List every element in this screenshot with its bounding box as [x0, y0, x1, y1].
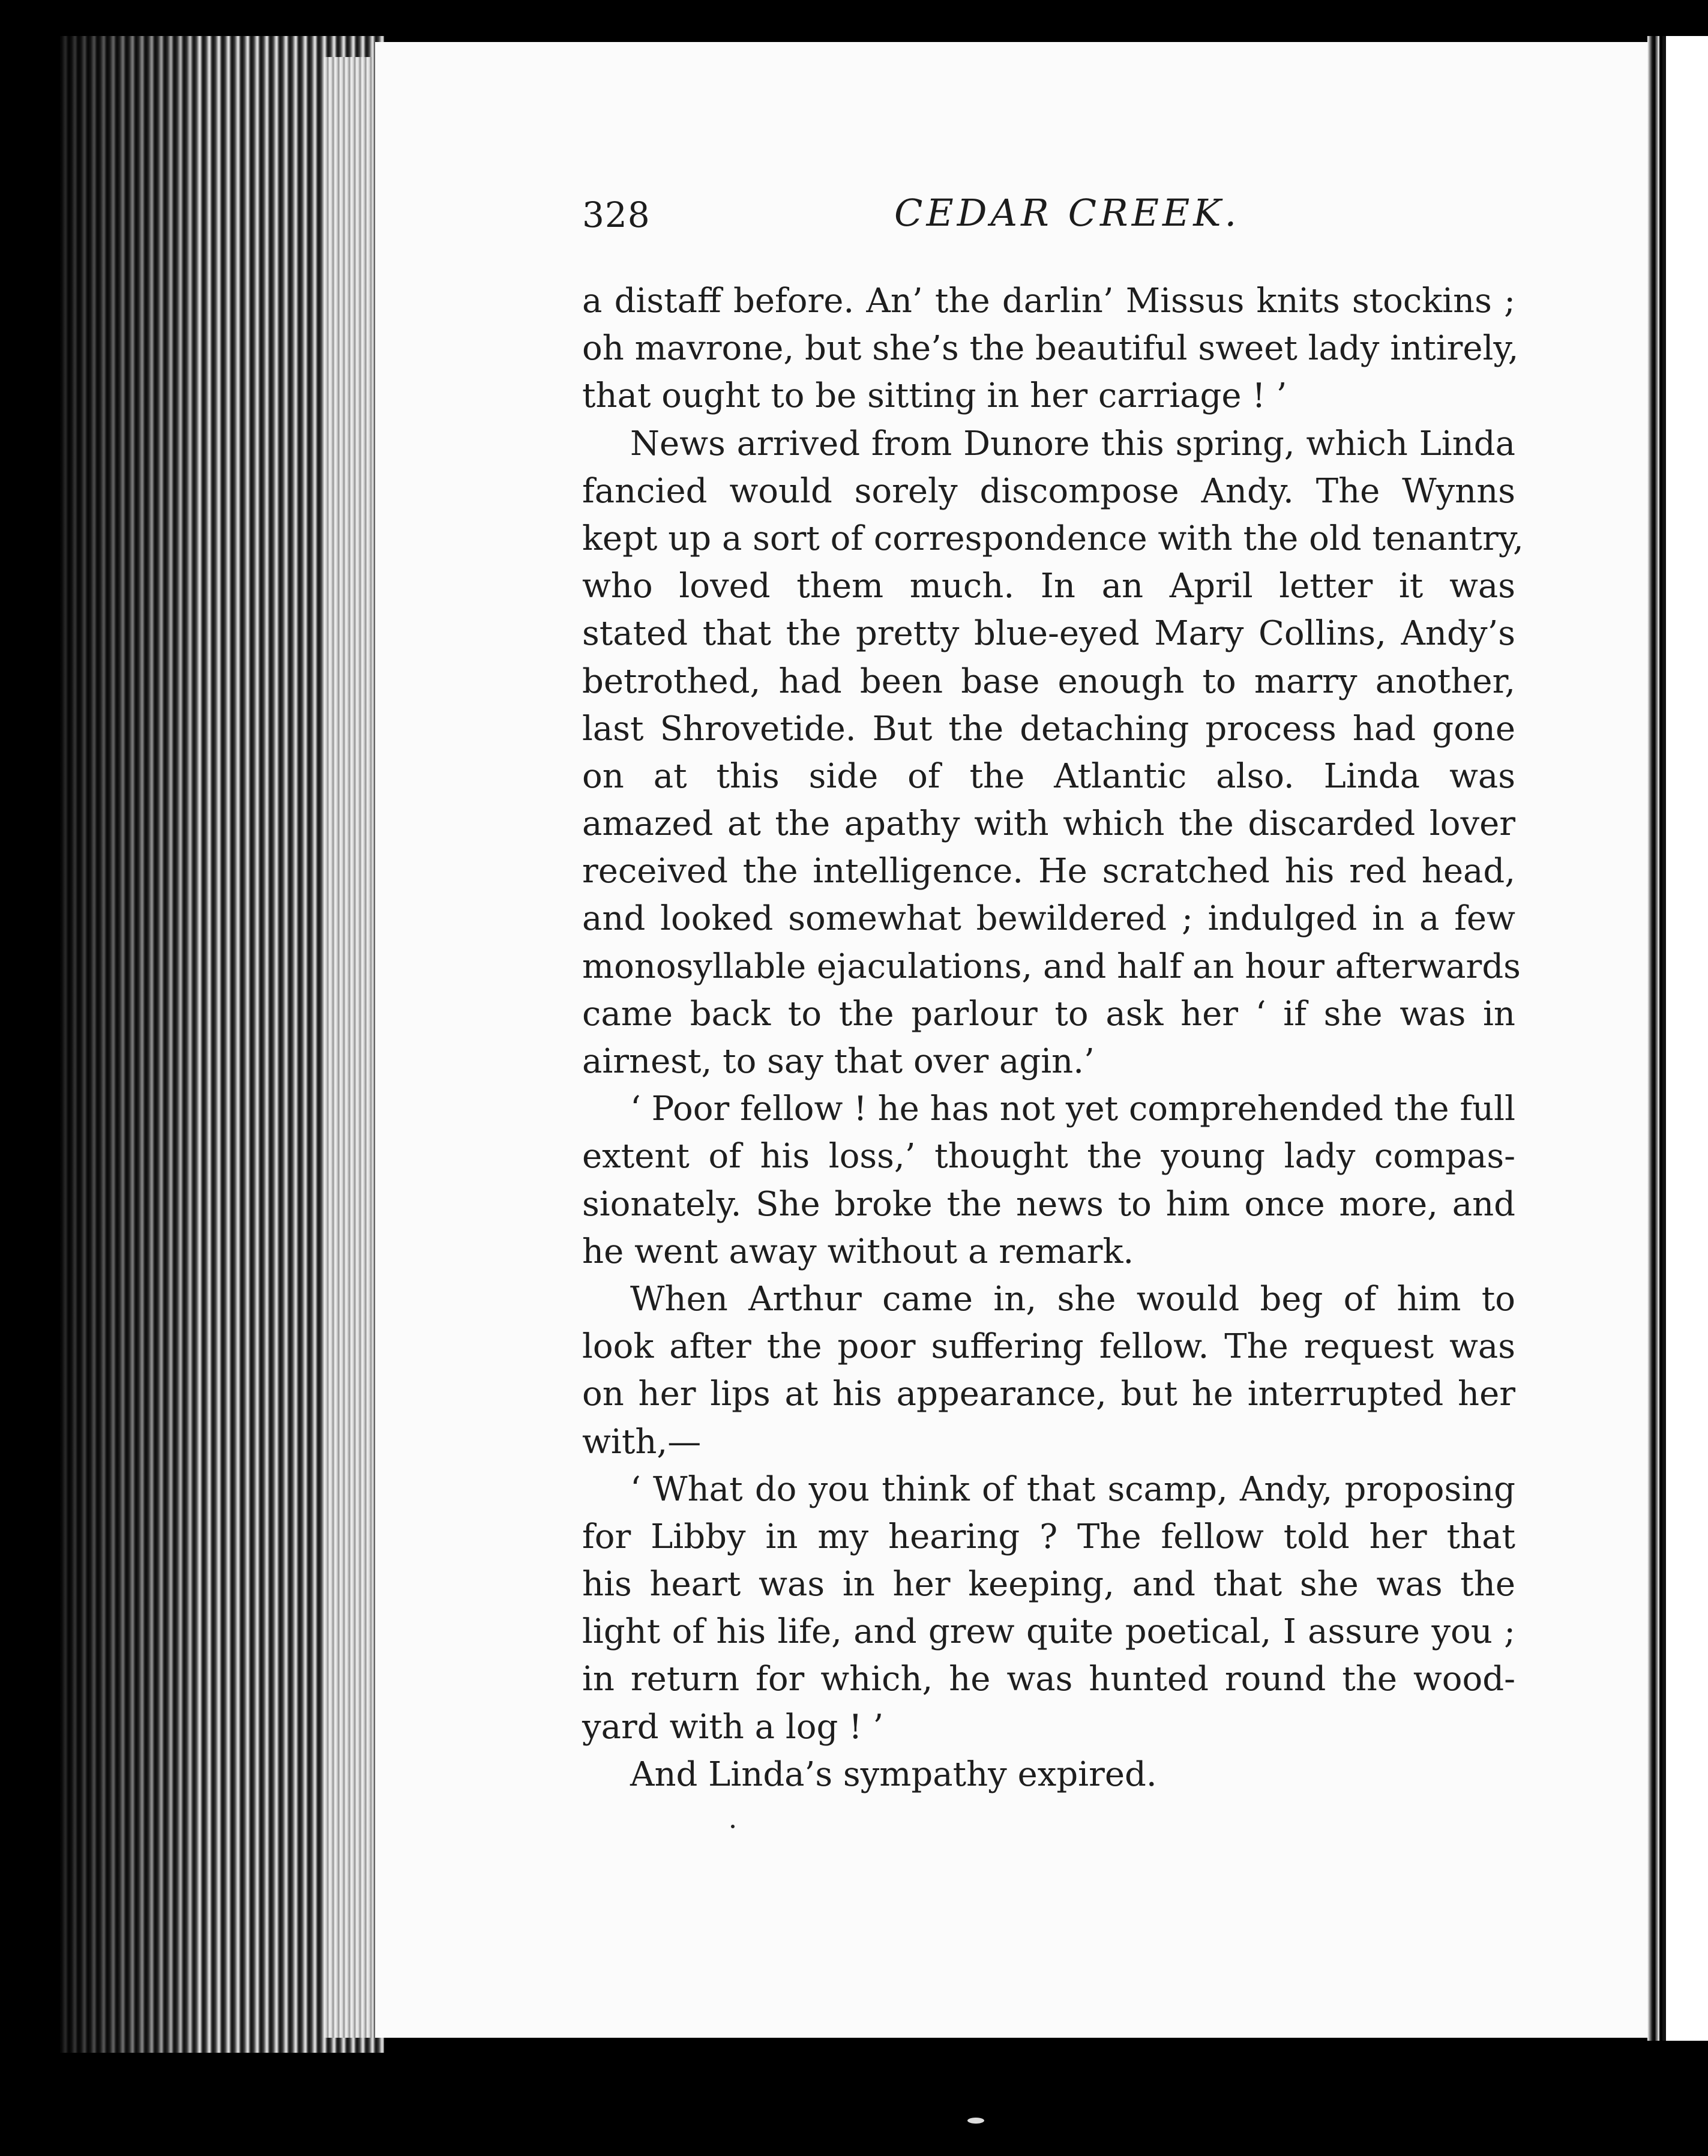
text-line: for Libby in my hearing ? The fellow told her that [582, 1517, 1515, 1556]
text-line: yard with a log ! ’ [582, 1707, 884, 1747]
page-number: 328 [582, 194, 651, 235]
text-line: came back to the parlour to ask her ‘ if she was in [582, 994, 1515, 1034]
text-line: last Shrovetide. But the detaching process had gone [582, 709, 1515, 748]
text-line: received the intelligence. He scratched his red head, [582, 852, 1515, 891]
text-line: his heart was in her keeping, and that she was the [582, 1565, 1515, 1604]
text-line: kept up a sort of correspondence with the old tenantry, [582, 519, 1524, 558]
text-line: on her lips at his appearance, but he interrupted her [582, 1375, 1515, 1414]
text-line: stated that the pretty blue-eyed Mary Collins, Andy’s [582, 614, 1515, 654]
page-edges-shadow [60, 36, 192, 2053]
gutter [1647, 36, 1659, 2041]
text-line: monosyllable ejaculations, and half an hour afterwards [582, 947, 1521, 986]
text-line: sionately. She broke the news to him once more, and [582, 1184, 1515, 1224]
text-line: ‘ What do you think of that scamp, Andy, proposing [630, 1469, 1515, 1509]
page-header [582, 191, 1512, 245]
text-line: that ought to be sitting in her carriage ! ’ [582, 376, 1287, 416]
ink-speck [731, 1825, 735, 1828]
text-line: oh mavrone, but she’s the beautiful sweet lady intirely, [582, 329, 1519, 369]
text-line: a distaff before. An’ the darlin’ Missus knits stockins ; [582, 282, 1515, 321]
running-head: CEDAR CREEK. [894, 191, 1240, 235]
text-line: and looked somewhat bewildered ; indulged in a few [582, 899, 1515, 939]
text-line: And Linda’s sympathy expired. [630, 1754, 1157, 1794]
text-line: News arrived from Dunore this spring, which Linda [630, 424, 1515, 463]
facing-page-sliver [1662, 36, 1708, 2041]
text-line: who loved them much. In an April letter it was [582, 567, 1515, 606]
text-line: extent of his loss,’ thought the young lady compas- [582, 1137, 1515, 1176]
text-line: betrothed, had been base enough to marry another, [582, 661, 1515, 701]
text-line: in return for which, he was hunted round the wood- [582, 1660, 1515, 1699]
text-line: amazed at the apathy with which the discarded lover [582, 804, 1515, 844]
text-line: light of his life, and grew quite poetical, I assure you ; [582, 1612, 1515, 1652]
body-text [582, 277, 1524, 1798]
text-line: look after the poor suffering fellow. The request was [582, 1327, 1515, 1367]
ink-speck [967, 2118, 984, 2124]
text-line: he went away without a remark. [582, 1232, 1134, 1271]
page-edges-inner [324, 57, 372, 2038]
text-line: on at this side of the Atlantic also. Linda was [582, 756, 1515, 796]
text-line: ‘ Poor fellow ! he has not yet comprehended the full [630, 1089, 1515, 1129]
text-line: fancied would sorely discompose Andy. The Wynns [582, 471, 1515, 511]
text-line: airnest, to say that over agin.’ [582, 1042, 1095, 1081]
text-line: with,— [582, 1422, 702, 1462]
text-line: When Arthur came in, she would beg of him to [630, 1279, 1515, 1319]
